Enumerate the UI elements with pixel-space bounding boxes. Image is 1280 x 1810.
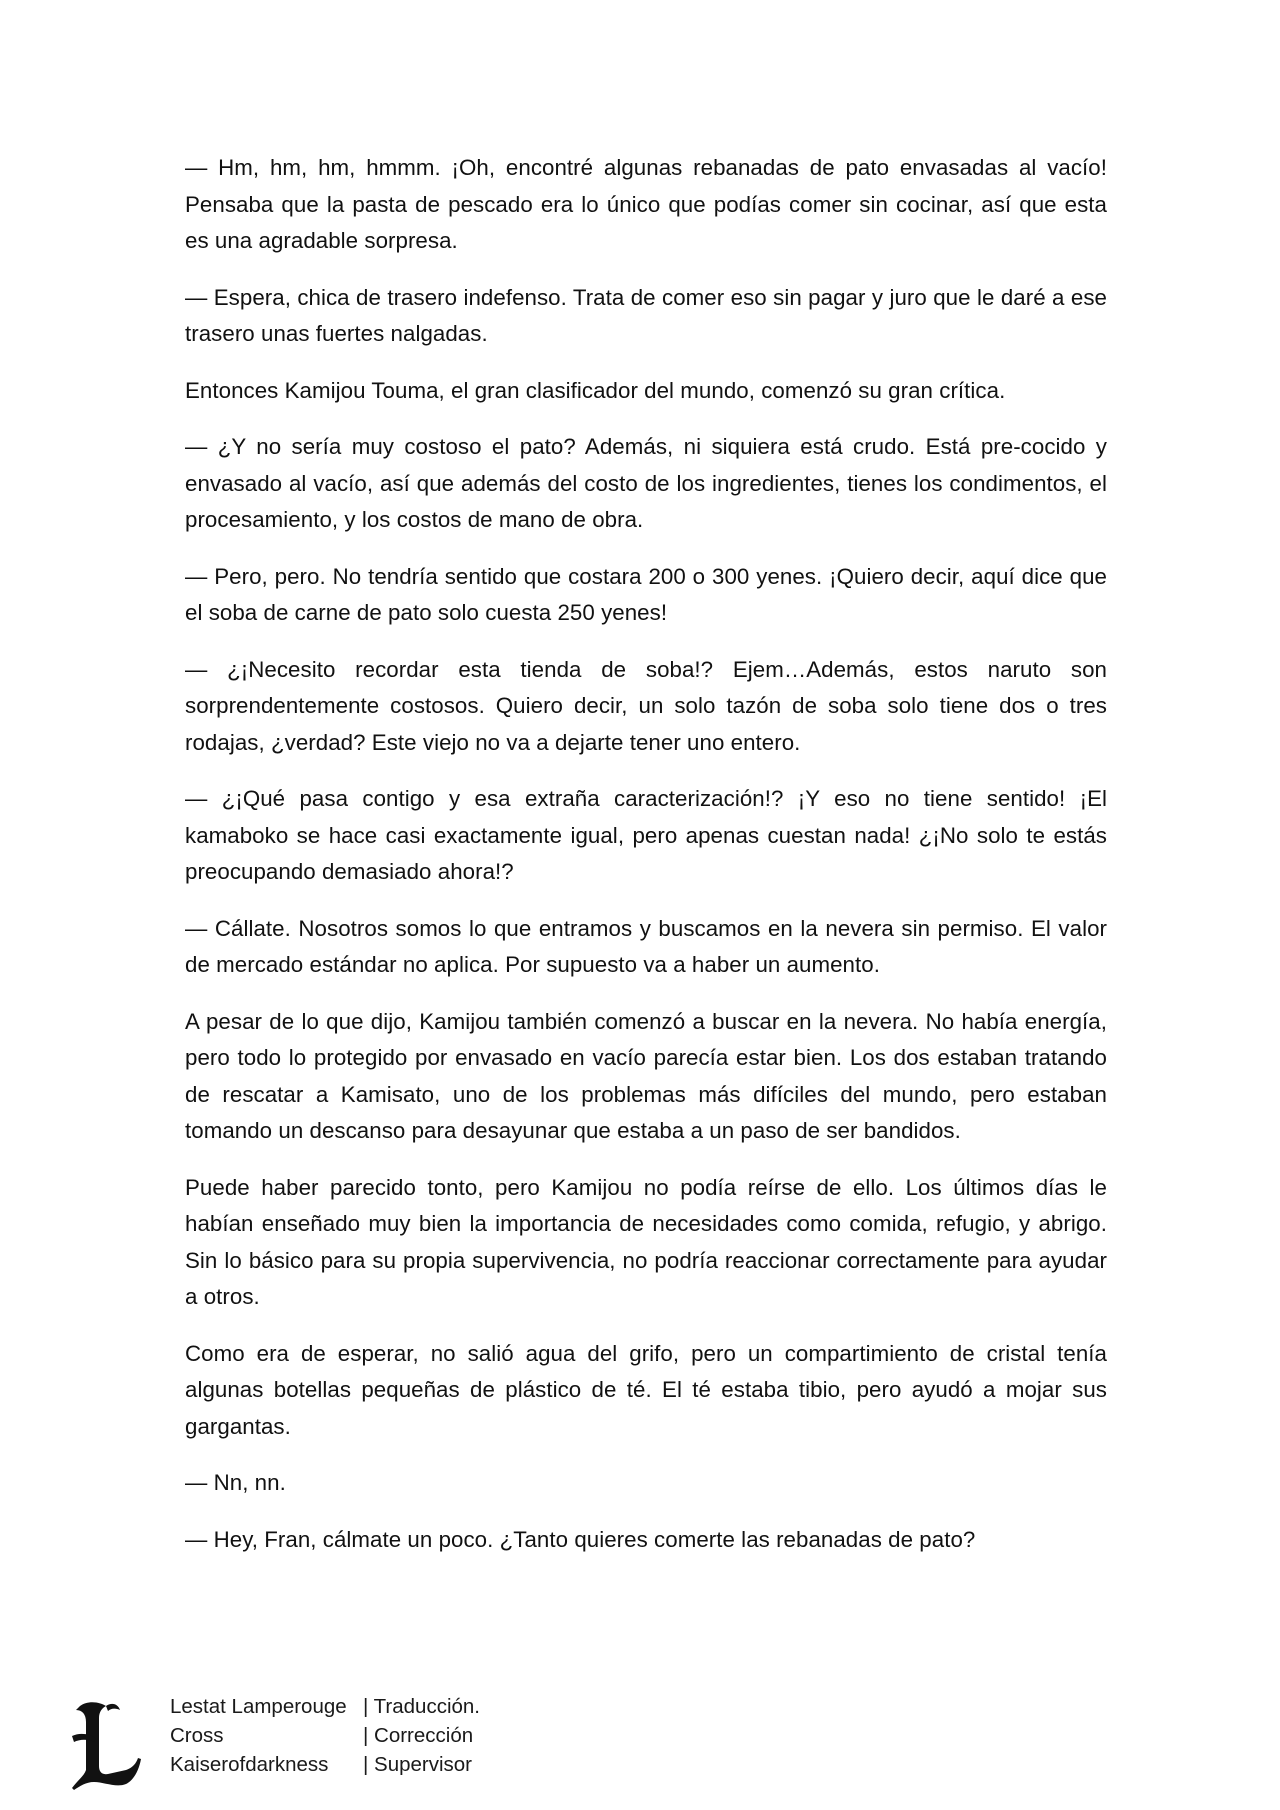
credits-list — [170, 1692, 480, 1779]
credit-role: | Supervisor — [363, 1753, 473, 1776]
credit-role: | Traducción. — [363, 1695, 480, 1718]
paragraph: — Nn, nn. — [185, 1470, 286, 1495]
paragraph: — ¿Y no sería muy costoso el pato? Además, ni siquiera está crudo. Está pre-cocido y envasado al vacío, así que además del costo de los ingredientes, tienes los condimentos, el procesamiento, y los costos de mano de obra. — [185, 434, 1107, 532]
paragraph: — Cállate. Nosotros somos lo que entramos y buscamos en la nevera sin permiso. El valor de mercado estándar no aplica. Por supuesto va a haber un aumento. — [185, 915, 1107, 977]
paragraph: Como era de esperar, no salió agua del grifo, pero un compartimiento de cristal tenía algunas botellas pequeñas de plástico de té. El té estaba tibio, pero ayudó a mojar sus gargantas. — [185, 1340, 1107, 1439]
page-body — [185, 150, 1107, 1578]
credit-name: Kaiserofdarkness — [170, 1753, 329, 1776]
paragraph: Puede haber parecido tonto, pero Kamijou no podía reírse de ello. Los últimos días le habían enseñado muy bien la importancia de necesidades como comida, refugio, y abrigo. Sin lo básico para su propia supervivencia, no podría reaccionar correctamente para ayudar a otros. — [185, 1174, 1107, 1309]
gothic-letter-l-logo-icon — [66, 1696, 146, 1792]
credit-name: Cross — [170, 1724, 224, 1747]
paragraph: A pesar de lo que dijo, Kamijou también comenzó a buscar en la nevera. No había energía, pero todo lo protegido por envasado en vacío parecía estar bien. Los dos estaban tratando de rescatar a Kamisato, uno de los problemas más difíciles del mundo, pero estaban tomando un descanso para desayunar que estaba a un paso de ser bandidos. — [185, 1008, 1107, 1143]
paragraph: — ¿¡Necesito recordar esta tienda de soba!? Ejem…Además, estos naruto son sorprendentemente costosos. Quiero decir, un solo tazón de soba solo tiene dos o tres rodajas, ¿verdad? Este viejo no va a dejarte tener uno entero. — [185, 656, 1107, 755]
credit-role: | Corrección — [363, 1724, 474, 1747]
paragraph: Entonces Kamijou Touma, el gran clasificador del mundo, comenzó su gran crítica. — [185, 377, 1006, 403]
paragraph: — Hm, hm, hm, hmmm. ¡Oh, encontré algunas rebanadas de pato envasadas al vacío! Pensaba que la pasta de pescado era lo único que podías comer sin cocinar, así que esta es una agradable sorpresa. — [185, 155, 1107, 253]
paragraph: — ¿¡Qué pasa contigo y esa extraña caracterización!? ¡Y eso no tiene sentido! ¡El kamaboko se hace casi exactamente igual, pero apenas cuestan nada! ¿¡No solo te estás preocupando demasiado ahora!? — [185, 786, 1107, 884]
paragraph: — Hey, Fran, cálmate un poco. ¿Tanto quieres comerte las rebanadas de pato? — [185, 1526, 976, 1552]
credits-footer — [60, 1692, 560, 1792]
credit-name: Lestat Lamperouge — [170, 1695, 347, 1718]
credit-row — [170, 1721, 480, 1750]
paragraph: — Pero, pero. No tendría sentido que costara 200 o 300 yenes. ¡Quiero decir, aquí dice que el soba de carne de pato solo cuesta 250 yenes! — [185, 563, 1107, 625]
paragraph: — Espera, chica de trasero indefenso. Trata de comer eso sin pagar y juro que le daré a ese trasero unas fuertes nalgadas. — [185, 284, 1107, 346]
credit-row — [170, 1750, 480, 1779]
credit-row — [170, 1692, 480, 1721]
